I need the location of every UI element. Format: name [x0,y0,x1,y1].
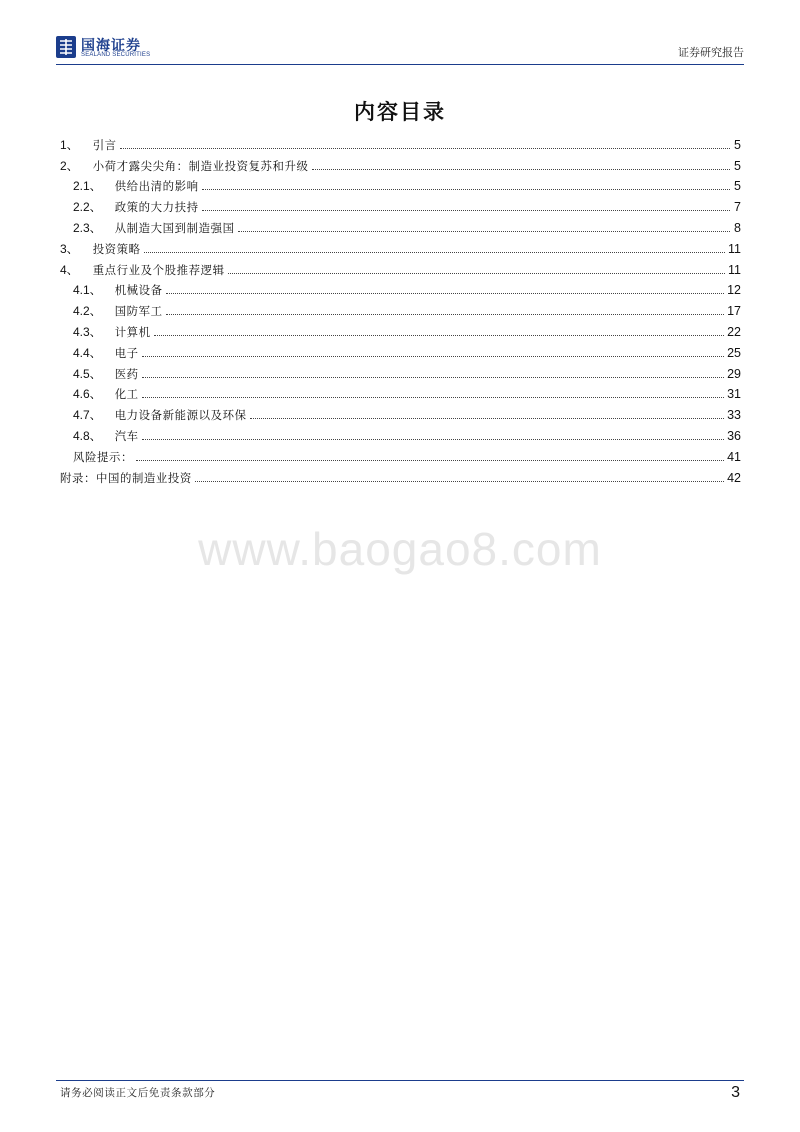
toc-entry-label: 国防军工 [114,304,163,319]
dot-leader [250,418,725,419]
toc-entry-label: 风险提示： [73,449,133,464]
toc-subentry[interactable] [60,297,741,318]
dot-leader [238,231,730,232]
toc-entry-label: 电子 [114,345,139,360]
toc-subentry[interactable] [60,360,741,381]
page-number: 3 [731,1084,740,1101]
toc-entry-number: 4.6、 [73,387,102,402]
toc-entry-number: 2.1、 [73,179,102,194]
toc-entry-page: 5 [734,179,741,194]
dot-leader [202,189,730,190]
dot-leader [312,169,730,170]
toc-entry-number: 4.4、 [73,345,102,360]
toc-subentry[interactable] [60,381,741,402]
toc-entry-page: 33 [727,408,741,423]
toc-entry-label: 小荷才露尖尖角：制造业投资复苏和升级 [92,158,309,173]
dot-leader [228,273,725,274]
toc-entry-page: 42 [727,470,741,485]
toc-entry-number: 2、 [60,158,79,173]
toc-entry-label: 电力设备新能源以及环保 [114,408,247,423]
toc-entry[interactable] [60,152,741,173]
toc-entry-label: 政策的大力扶持 [114,200,199,215]
dot-leader [142,397,724,398]
toc-entry-number: 4、 [60,262,79,277]
toc-entry-label: 化工 [114,387,139,402]
toc-entry-page: 17 [727,304,741,319]
toc-entry-number: 4.1、 [73,283,102,298]
report-type-label: 证券研究报告 [678,46,744,59]
toc-entry-label: 重点行业及个股推荐逻辑 [92,262,225,277]
disclaimer-note: 请务必阅读正文后免责条款部分 [60,1087,216,1099]
toc-entry-number: 4.5、 [73,366,102,381]
toc-subentry[interactable] [60,214,741,235]
toc-subentry[interactable] [60,277,741,298]
footer-divider [56,1080,744,1081]
toc-entry-label: 投资策略 [92,241,141,256]
brand-name-cn: 国海证券 [81,38,141,54]
dot-leader [154,335,724,336]
toc-entry-label: 供给出清的影响 [114,179,199,194]
toc-entry-label: 附录：中国的制造业投资 [60,470,192,485]
toc-entry-number: 2.3、 [73,220,102,235]
toc-entry-page: 11 [728,241,741,256]
dot-leader [136,460,724,461]
toc-entry-label: 从制造大国到制造强国 [114,220,235,235]
dot-leader [166,293,724,294]
toc-entry-label: 计算机 [114,324,151,339]
toc-entry-number: 1、 [60,137,79,152]
toc-entry-page: 22 [727,324,741,339]
toc-entry-page: 41 [727,449,741,464]
toc-subentry[interactable] [60,401,741,422]
header-divider [56,64,744,65]
dot-leader [166,314,724,315]
toc-entry-page: 36 [727,428,741,443]
toc-entry[interactable] [60,131,741,152]
toc-subentry[interactable] [60,339,741,360]
toc-subentry[interactable] [60,193,741,214]
toc-entry-page: 31 [727,387,741,402]
toc-entry-page: 12 [727,283,741,298]
toc-subentry[interactable] [60,318,741,339]
brand-logo [56,34,166,64]
toc-entry-number: 4.7、 [73,408,102,423]
toc-entry-label: 引言 [92,137,117,152]
brand-name-en: SEALAND SECURITIES [81,52,151,58]
toc-entry-number: 4.3、 [73,324,102,339]
toc-entry-label: 机械设备 [114,283,163,298]
toc-entry-number: 2.2、 [73,200,102,215]
dot-leader [142,356,724,357]
dot-leader [195,481,724,482]
toc-entry-page: 25 [727,345,741,360]
toc-entry[interactable] [60,235,741,256]
toc-entry-number: 3、 [60,241,79,256]
toc-entry-page: 11 [728,262,741,277]
toc-title: 内容目录 [354,99,446,124]
toc-entry[interactable] [60,464,741,485]
toc-entry-label: 医药 [114,366,139,381]
toc-entry-number: 4.2、 [73,304,102,319]
toc-subentry[interactable] [60,422,741,443]
dot-leader [142,377,724,378]
toc-entry[interactable] [60,443,741,464]
table-of-contents [60,131,741,485]
toc-entry-page: 5 [734,137,741,152]
sealand-logo-icon [56,36,76,58]
toc-entry-label: 汽车 [114,428,139,443]
toc-entry[interactable] [60,256,741,277]
dot-leader [144,252,725,253]
dot-leader [142,439,724,440]
toc-subentry[interactable] [60,173,741,194]
dot-leader [120,148,730,149]
toc-entry-page: 7 [734,200,741,215]
toc-entry-page: 8 [734,220,741,235]
dot-leader [202,210,730,211]
toc-entry-page: 5 [734,158,741,173]
toc-entry-number: 4.8、 [73,428,102,443]
page-header [56,34,744,64]
watermark: www.baogao8.com [198,523,602,575]
toc-entry-page: 29 [727,366,741,381]
